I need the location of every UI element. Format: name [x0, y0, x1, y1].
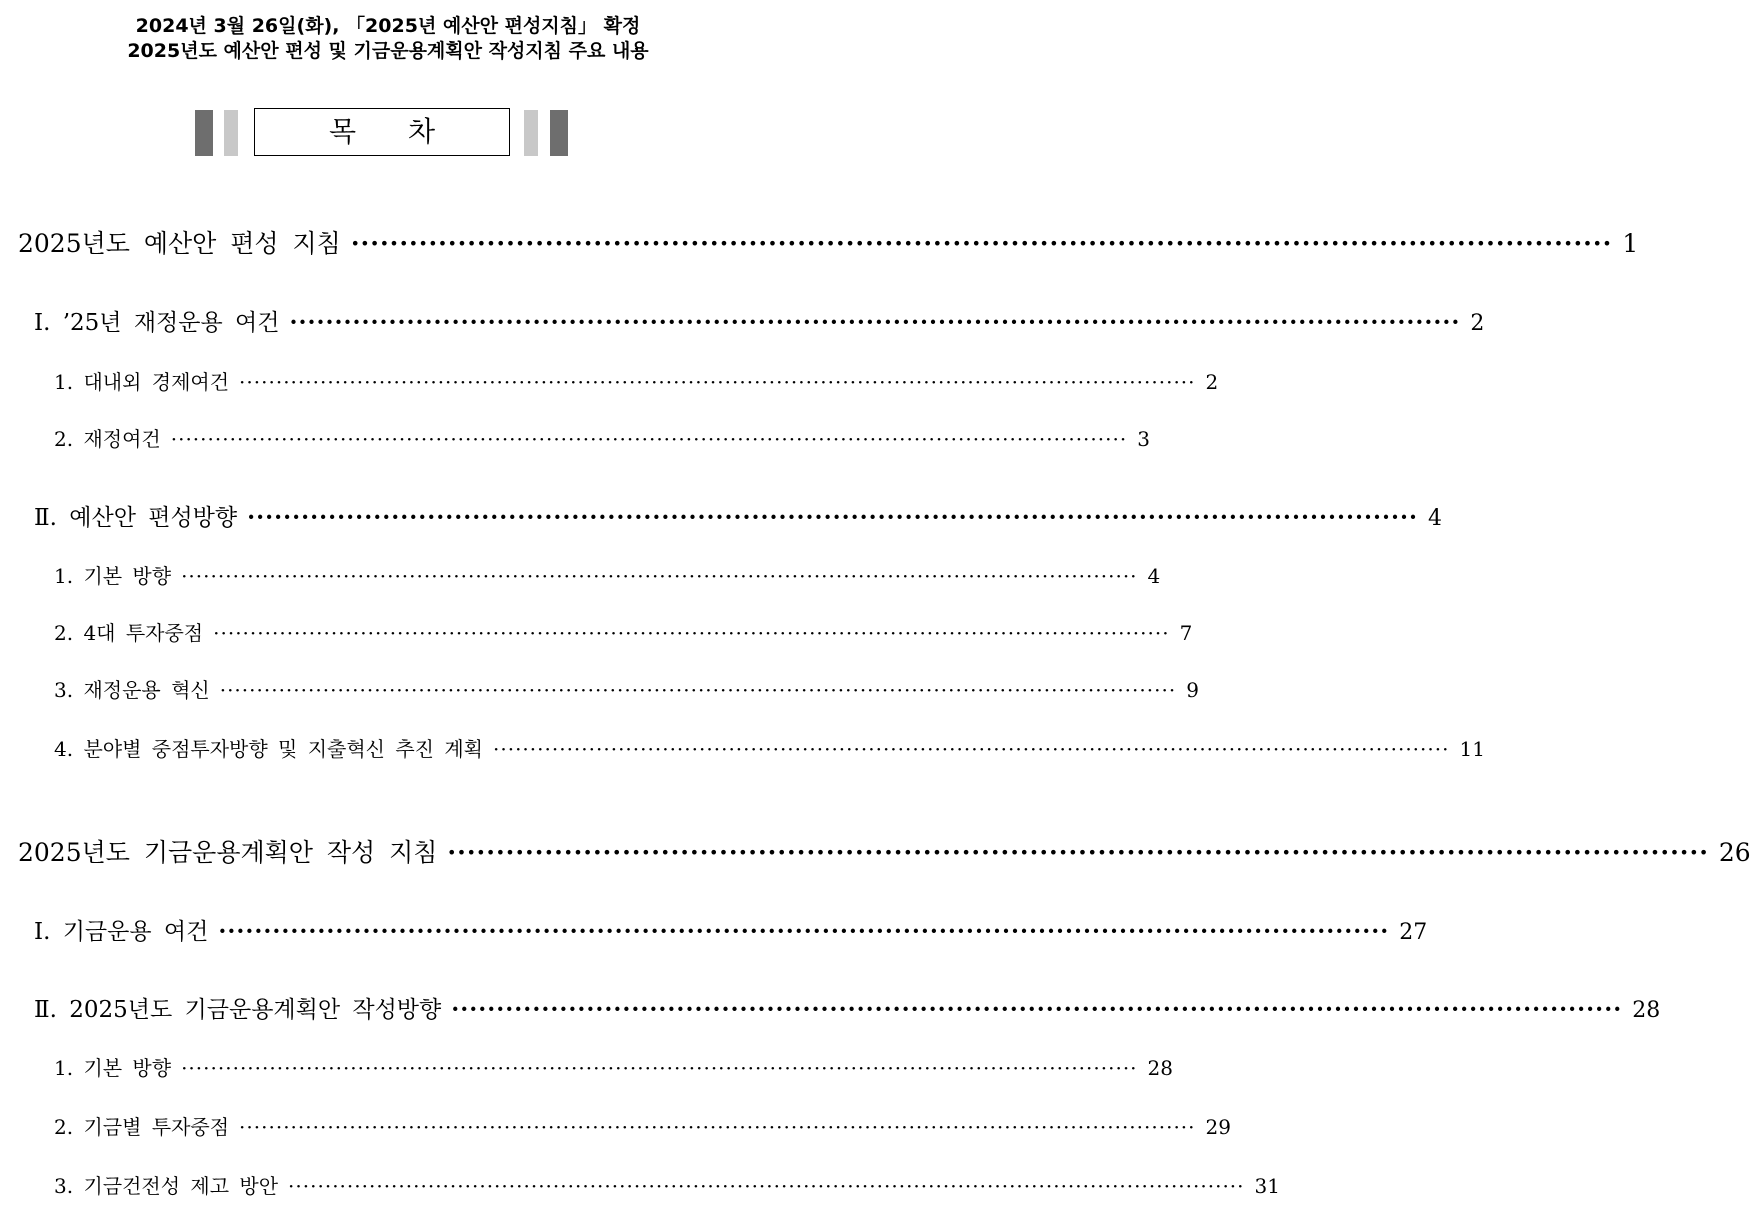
toc-section-i-budget[interactable]	[34, 304, 1485, 337]
toc-entry-page: 29	[1205, 1115, 1231, 1139]
toc-entry-page: 9	[1186, 678, 1199, 702]
toc-entry-page: 4	[1428, 506, 1443, 531]
toc-part-budget[interactable]	[18, 224, 1639, 260]
toc-entry-page: 1	[1622, 229, 1639, 258]
dot-leader: ··································································································································	[451, 996, 1623, 1023]
toc-section-ii-budget[interactable]	[34, 499, 1443, 532]
dot-leader: ··································································································································	[219, 678, 1177, 702]
toc-entry-label: 2. 4대 투자중점	[54, 621, 204, 645]
header-line-2: 2025년도 예산안 편성 및 기금운용계획안 작성지침 주요 내용	[127, 40, 649, 62]
toc-item[interactable]	[54, 733, 1485, 762]
toc-entry-page: 2	[1470, 311, 1485, 336]
toc-entry-page: 11	[1459, 737, 1485, 761]
toc-entry-label: 2. 기금별 투자중점	[54, 1115, 230, 1139]
toc-entry-label: Ⅰ. 기금운용 여건	[34, 919, 209, 945]
toc-item[interactable]	[54, 617, 1193, 646]
toc-item[interactable]	[54, 1170, 1280, 1199]
toc-entry-page: 7	[1179, 621, 1193, 645]
dot-leader: ··································································································································	[213, 621, 1170, 645]
toc-entry-label: 1. 기본 방향	[54, 1056, 172, 1080]
toc-title: 목차	[254, 108, 510, 156]
dot-leader: ··································································································································	[181, 564, 1138, 588]
header-line-1: 2024년 3월 26일(화), 「2025년 예산안 편성지침」 확정	[135, 15, 641, 37]
toc-entry-label: 1. 대내외 경제여건	[54, 370, 230, 394]
toc-item[interactable]	[54, 1052, 1173, 1081]
toc-section-ii-fund[interactable]	[34, 991, 1661, 1024]
toc-entry-page: 2	[1205, 370, 1219, 394]
dot-leader: ··································································································································	[247, 504, 1419, 531]
toc-section-i-fund[interactable]	[34, 913, 1428, 946]
right-light-bar	[524, 110, 538, 156]
toc-entry-page: 27	[1399, 920, 1428, 945]
toc-item[interactable]	[54, 366, 1219, 395]
toc-entry-page: 28	[1632, 998, 1661, 1023]
dot-leader: ··································································································································	[447, 838, 1709, 867]
dot-leader: ··································································································································	[239, 370, 1196, 394]
dot-leader: ··································································································································	[350, 229, 1613, 258]
toc-title-banner	[0, 108, 776, 158]
toc-entry-page: 3	[1137, 427, 1150, 451]
toc-item[interactable]	[54, 423, 1150, 452]
toc-item[interactable]	[54, 560, 1161, 589]
toc-entry-page: 26	[1718, 838, 1751, 867]
dot-leader: ··································································································································	[493, 737, 1450, 761]
toc-entry-label: 2. 재정여건	[54, 427, 161, 451]
dot-leader: ··································································································································	[218, 918, 1390, 945]
dot-leader: ··································································································································	[170, 427, 1128, 451]
toc-entry-label: 4. 분야별 중점투자방향 및 지출혁신 추진 계획	[54, 737, 483, 761]
dot-leader: ··································································································································	[239, 1115, 1196, 1139]
toc-entry-label: Ⅱ. 2025년도 기금운용계획안 작성방향	[34, 997, 442, 1023]
toc-entry-label: 3. 재정운용 혁신	[54, 678, 210, 702]
dot-leader: ··································································································································	[289, 309, 1461, 336]
toc-entry-label: 1. 기본 방향	[54, 564, 172, 588]
toc-entry-label: Ⅱ. 예산안 편성방향	[34, 505, 238, 531]
dot-leader: ··································································································································	[181, 1056, 1138, 1080]
toc-item[interactable]	[54, 674, 1199, 703]
left-light-bar	[224, 110, 238, 156]
toc-entry-label: 2025년도 기금운용계획안 작성 지침	[18, 838, 438, 867]
toc-entry-page: 28	[1147, 1056, 1173, 1080]
toc-entry-label: Ⅰ. ’25년 재정운용 여건	[34, 310, 280, 336]
toc-entry-page: 31	[1254, 1174, 1280, 1198]
right-dark-bar	[550, 110, 568, 156]
toc-part-fund[interactable]	[18, 833, 1751, 869]
toc-entry-page: 4	[1147, 564, 1161, 588]
toc-entry-label: 3. 기금건전성 제고 방안	[54, 1174, 279, 1198]
toc-item[interactable]	[54, 1111, 1231, 1140]
dot-leader: ··································································································································	[288, 1174, 1245, 1198]
toc-entry-label: 2025년도 예산안 편성 지침	[18, 229, 341, 258]
left-dark-bar	[195, 110, 213, 156]
